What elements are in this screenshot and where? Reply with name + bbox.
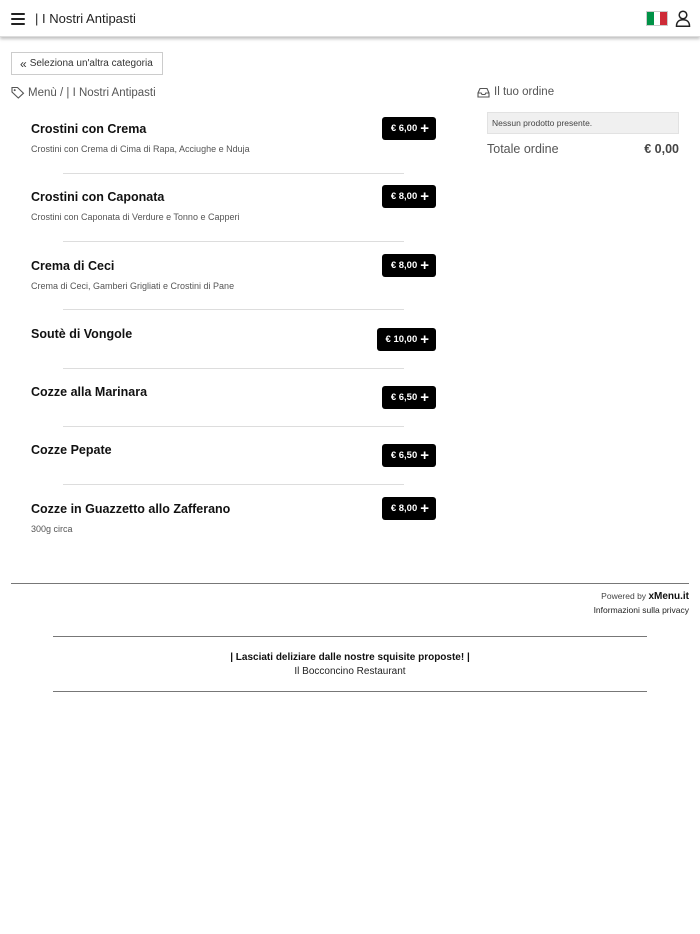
plus-icon: +	[420, 500, 429, 517]
plus-icon: +	[420, 331, 429, 348]
privacy-link[interactable]: Informazioni sulla privacy	[593, 605, 689, 615]
item-price: € 6,50	[390, 392, 418, 403]
item-price: € 6,50	[390, 450, 418, 461]
item-name: Cozze Pepate	[31, 443, 112, 457]
item-name: Crostini con Crema	[31, 122, 147, 136]
plus-icon: +	[420, 188, 429, 205]
tag-icon	[11, 86, 25, 99]
italian-flag-icon[interactable]	[646, 11, 668, 26]
plus-icon: +	[420, 257, 429, 274]
add-to-order-button[interactable]	[382, 386, 436, 409]
add-to-order-button[interactable]	[382, 254, 436, 277]
back-button-label: Seleziona un'altra categoria	[29, 58, 153, 69]
item-price: € 8,00	[390, 260, 418, 271]
item-name: Crema di Ceci	[31, 259, 115, 273]
item-name: Crostini con Caponata	[31, 190, 165, 204]
page-title: | I Nostri Antipasti	[35, 11, 136, 26]
divider	[63, 426, 404, 427]
plus-icon: +	[420, 120, 429, 137]
item-name: Cozze alla Marinara	[31, 385, 148, 399]
menu-item	[31, 385, 436, 406]
item-description: 300g circa	[31, 524, 73, 534]
tagline-divider-bottom	[53, 691, 647, 692]
add-to-order-button[interactable]	[382, 117, 436, 140]
powered-by-prefix: Powered by	[601, 591, 647, 601]
menu-item	[31, 259, 436, 291]
tagline: | Lasciati deliziare dalle nostre squisite proposte! |	[230, 652, 470, 663]
item-name: Soutè di Vongole	[31, 327, 133, 341]
item-description: Crema di Ceci, Gamberi Grigliati e Crostini di Pane	[31, 281, 235, 291]
tagline-divider-top	[53, 636, 647, 637]
item-price: € 10,00	[385, 334, 418, 345]
add-to-order-button[interactable]	[377, 328, 436, 351]
breadcrumb-current: | I Nostri Antipasti	[66, 86, 156, 99]
divider	[63, 484, 404, 485]
divider	[63, 368, 404, 369]
menu-item	[31, 327, 436, 348]
order-title: Il tuo ordine	[494, 86, 555, 98]
restaurant-name: Il Bocconcino Restaurant	[294, 666, 406, 677]
hamburger-icon[interactable]	[11, 13, 25, 25]
menu-item	[31, 443, 436, 464]
item-price: € 8,00	[390, 503, 418, 514]
double-chevron-left-icon: «	[20, 56, 27, 71]
item-description: Crostini con Caponata di Verdure e Tonno e Capperi	[31, 212, 240, 222]
footer-divider	[11, 583, 689, 584]
divider	[63, 309, 404, 310]
order-empty-message: Nessun prodotto presente.	[487, 112, 679, 134]
menu-item	[31, 122, 436, 154]
menu-item	[31, 190, 436, 222]
add-to-order-button[interactable]	[382, 185, 436, 208]
breadcrumb	[11, 86, 156, 99]
add-to-order-button[interactable]	[382, 497, 436, 520]
inbox-icon	[477, 87, 490, 98]
xmenu-brand-link[interactable]: xMenu.it	[648, 591, 689, 602]
divider	[63, 241, 404, 242]
menu-item	[31, 502, 436, 534]
powered-by	[601, 591, 689, 602]
item-description: Crostini con Crema di Cima di Rapa, Acciughe e Nduja	[31, 144, 250, 154]
divider	[63, 173, 404, 174]
item-name: Cozze in Guazzetto allo Zafferano	[31, 502, 231, 516]
item-price: € 8,00	[390, 191, 418, 202]
breadcrumb-separator: /	[59, 86, 64, 99]
select-other-category-button[interactable]	[11, 52, 163, 75]
plus-icon: +	[420, 447, 429, 464]
plus-icon: +	[420, 389, 429, 406]
item-price: € 6,00	[390, 123, 418, 134]
breadcrumb-menu-link[interactable]: Menù	[28, 86, 57, 99]
add-to-order-button[interactable]	[382, 444, 436, 467]
order-total-value: € 0,00	[644, 142, 679, 156]
user-icon[interactable]	[675, 10, 691, 27]
top-bar	[0, 0, 700, 37]
order-total-label: Totale ordine	[487, 142, 559, 156]
order-header	[477, 86, 554, 98]
